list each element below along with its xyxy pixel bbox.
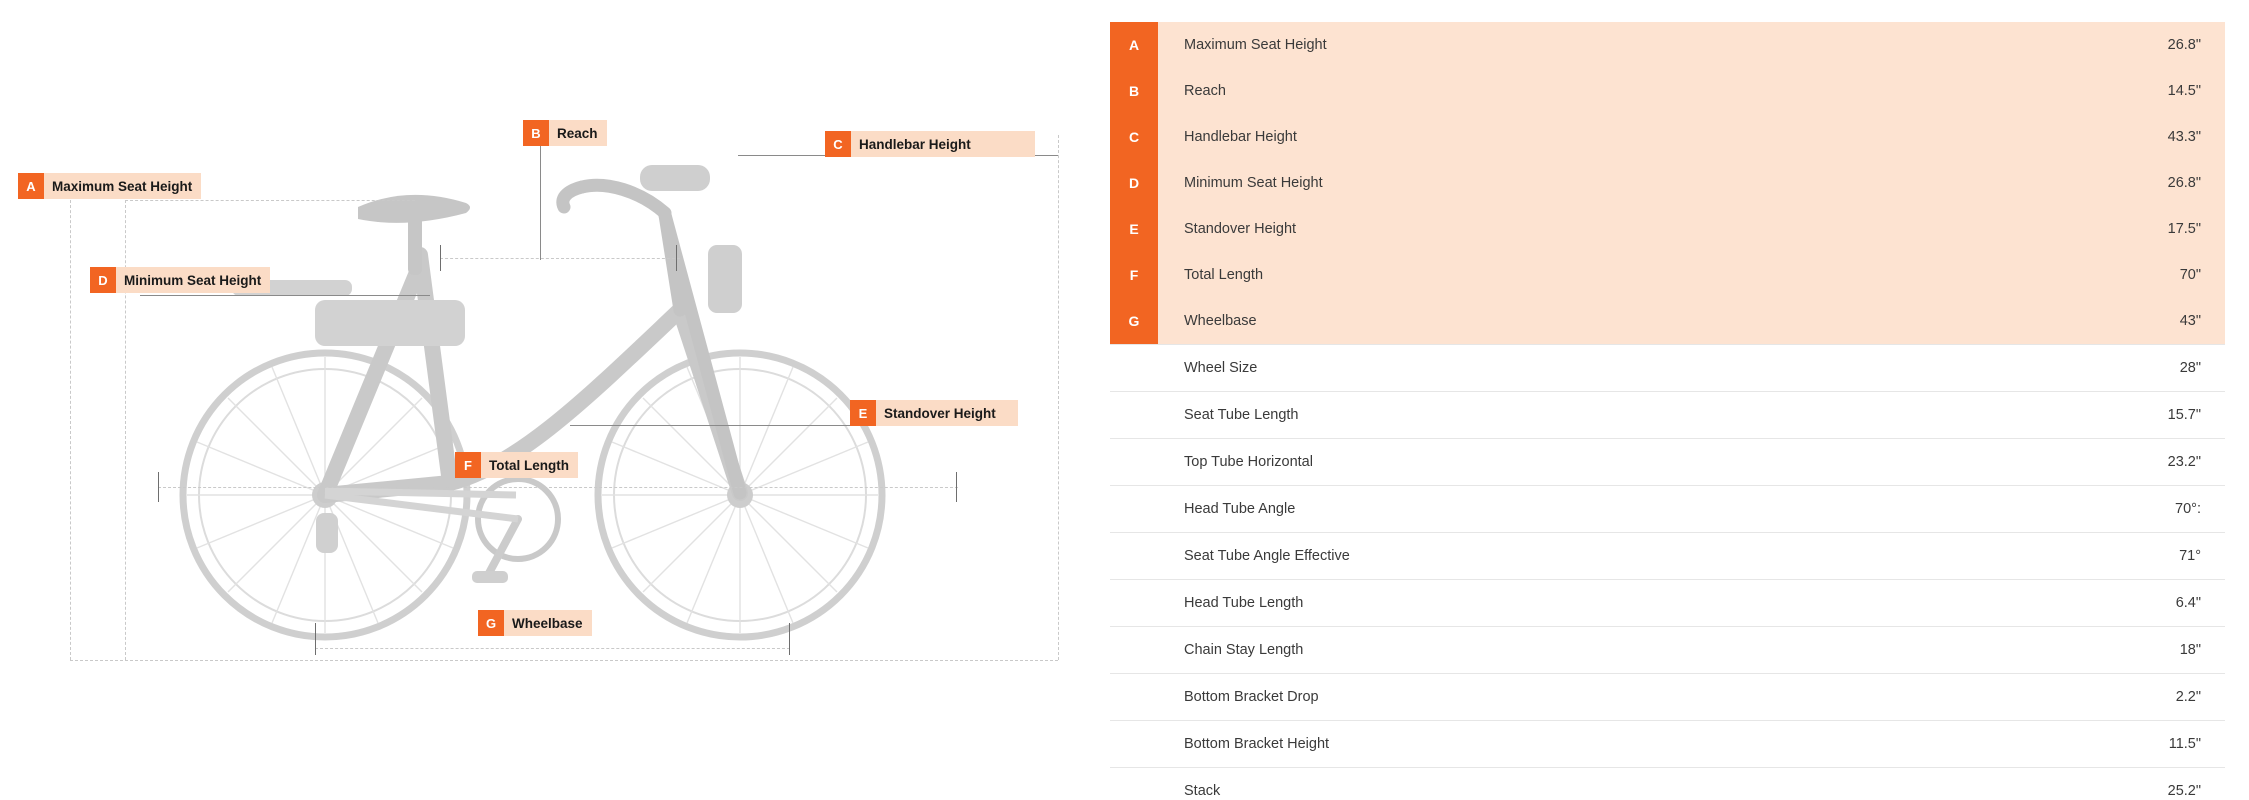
- table-row: [1110, 533, 2225, 580]
- row-value: 11.5": [1692, 721, 2226, 768]
- row-badge-none: [1110, 392, 1158, 438]
- row-key-cell: [1110, 392, 1158, 439]
- diagram-stage: [0, 0, 1110, 720]
- row-value: 14.5": [2167, 83, 2201, 99]
- dimension-line-max-seat-height: [125, 200, 415, 201]
- callout-b-reach: [523, 120, 607, 146]
- callout-badge-b: B: [523, 120, 549, 146]
- dimension-line-min-seat-height: [140, 295, 430, 296]
- row-name: Handlebar Height: [1184, 129, 1297, 145]
- table-row: [1110, 22, 2225, 68]
- callout-c-handlebar-height: [825, 131, 1035, 157]
- row-badge-g: G: [1110, 298, 1158, 344]
- callout-label-a: Maximum Seat Height: [44, 173, 201, 199]
- row-key-cell: [1110, 674, 1158, 721]
- row-badge-none: [1110, 345, 1158, 391]
- row-value: 6.4": [1692, 580, 2226, 627]
- callout-c-filler: [971, 131, 1035, 157]
- dimension-line-total-length: [158, 487, 958, 488]
- reach-tick-left: [440, 245, 441, 271]
- row-key-cell: [1110, 345, 1158, 392]
- row-badge-none: [1110, 580, 1158, 626]
- row-key-cell: [1110, 439, 1158, 486]
- row-badge-c: C: [1110, 114, 1158, 160]
- callout-e-filler: [996, 400, 1018, 426]
- row-key-cell: [1110, 533, 1158, 580]
- row-name: Wheel Size: [1158, 345, 1692, 392]
- row-value: 70": [2179, 267, 2201, 283]
- row-value: 25.2": [1692, 768, 2226, 800]
- dimension-line-total-length-right: [1058, 135, 1059, 660]
- row-value: 26.8": [2167, 37, 2201, 53]
- row-value: 2.2": [1692, 674, 2226, 721]
- row-name: Wheelbase: [1184, 313, 1257, 329]
- row-key-cell: [1110, 160, 1158, 206]
- table-row: [1110, 721, 2225, 768]
- callout-e-standover-height: [850, 400, 1018, 426]
- row-badge-none: [1110, 439, 1158, 485]
- row-name: Reach: [1184, 83, 1226, 99]
- row-name: Total Length: [1184, 267, 1264, 283]
- geometry-spec-table: [1110, 22, 2225, 800]
- row-key-cell: [1110, 252, 1158, 298]
- dimension-line-total-length-left: [70, 195, 71, 660]
- row-name: Head Tube Length: [1158, 580, 1692, 627]
- row-key-cell: [1110, 206, 1158, 252]
- row-value: 17.5": [2167, 221, 2201, 237]
- row-key-cell: [1110, 721, 1158, 768]
- table-row: [1110, 114, 2225, 160]
- geometry-spec-table-panel: [1110, 0, 2249, 800]
- row-name: Chain Stay Length: [1158, 627, 1692, 674]
- row-key-cell: [1110, 68, 1158, 114]
- row-key-cell: [1110, 114, 1158, 160]
- table-row: [1110, 439, 2225, 486]
- callout-badge-d: D: [90, 267, 116, 293]
- total-length-tick-right: [956, 472, 957, 502]
- table-row: [1110, 486, 2225, 533]
- table-row: [1110, 392, 2225, 439]
- row-badge-none: [1110, 486, 1158, 532]
- row-name: Seat Tube Angle Effective: [1158, 533, 1692, 580]
- callout-f-total-length: [455, 452, 578, 478]
- row-key-cell: [1110, 768, 1158, 800]
- callout-label-f: Total Length: [481, 452, 578, 478]
- dimension-line-total-length-bottom: [70, 660, 1058, 661]
- row-key-cell: [1110, 580, 1158, 627]
- table-row: [1110, 206, 2225, 252]
- callout-badge-g: G: [478, 610, 504, 636]
- row-value: 43": [2179, 313, 2201, 329]
- row-value: 15.7": [1692, 392, 2226, 439]
- row-value: 26.8": [2167, 175, 2201, 191]
- row-badge-a: A: [1110, 22, 1158, 68]
- callout-badge-e: E: [850, 400, 876, 426]
- row-name: Standover Height: [1184, 221, 1297, 237]
- dimension-line-standover-height: [570, 425, 860, 426]
- callout-badge-a: A: [18, 173, 44, 199]
- callout-badge-f: F: [455, 452, 481, 478]
- row-badge-none: [1110, 627, 1158, 673]
- table-row: [1110, 252, 2225, 298]
- row-name: Head Tube Angle: [1158, 486, 1692, 533]
- callout-label-c: Handlebar Height: [851, 131, 971, 157]
- row-value: 23.2": [1692, 439, 2226, 486]
- reach-tick-right: [676, 245, 677, 271]
- row-name: Top Tube Horizontal: [1158, 439, 1692, 486]
- table-row: [1110, 627, 2225, 674]
- spec-table-body: [1110, 22, 2225, 800]
- row-badge-none: [1110, 721, 1158, 767]
- table-row: [1110, 345, 2225, 392]
- row-key-cell: [1110, 298, 1158, 345]
- row-badge-none: [1110, 533, 1158, 579]
- row-badge-none: [1110, 674, 1158, 720]
- reach-leader-line: [540, 140, 541, 260]
- table-row: [1110, 674, 2225, 721]
- table-row: [1110, 580, 2225, 627]
- callout-label-d: Minimum Seat Height: [116, 267, 270, 293]
- row-name: Seat Tube Length: [1158, 392, 1692, 439]
- row-value: 70°:: [1692, 486, 2226, 533]
- wheelbase-tick-left: [315, 623, 316, 655]
- row-value: 71°: [1692, 533, 2226, 580]
- table-row: [1110, 298, 2225, 345]
- row-name: Bottom Bracket Height: [1158, 721, 1692, 768]
- row-badge-b: B: [1110, 68, 1158, 114]
- row-badge-none: [1110, 768, 1158, 800]
- bike-geometry-diagram: [0, 0, 1110, 800]
- callout-a-maximum-seat-height: [18, 173, 201, 199]
- table-row: [1110, 160, 2225, 206]
- row-key-cell: [1110, 486, 1158, 533]
- dimension-line-reach: [440, 258, 680, 259]
- dimension-line-wheelbase: [315, 648, 790, 649]
- row-name: Bottom Bracket Drop: [1158, 674, 1692, 721]
- callout-label-b: Reach: [549, 120, 607, 146]
- row-name: Maximum Seat Height: [1184, 37, 1327, 53]
- table-row: [1110, 68, 2225, 114]
- bike-silhouette-image: [120, 95, 980, 665]
- row-badge-e: E: [1110, 206, 1158, 252]
- row-value: 28": [1692, 345, 2226, 392]
- row-name: Stack: [1158, 768, 1692, 800]
- row-key-cell: [1110, 22, 1158, 68]
- row-key-cell: [1110, 627, 1158, 674]
- table-row: [1110, 768, 2225, 800]
- total-length-tick-left: [158, 472, 159, 502]
- callout-badge-c: C: [825, 131, 851, 157]
- callout-g-wheelbase: [478, 610, 592, 636]
- wheelbase-tick-right: [789, 623, 790, 655]
- row-badge-f: F: [1110, 252, 1158, 298]
- callout-label-e: Standover Height: [876, 400, 996, 426]
- row-value: 43.3": [2167, 129, 2201, 145]
- callout-label-g: Wheelbase: [504, 610, 592, 636]
- row-badge-d: D: [1110, 160, 1158, 206]
- callout-d-minimum-seat-height: [90, 267, 270, 293]
- row-name: Minimum Seat Height: [1184, 175, 1323, 191]
- row-value: 18": [1692, 627, 2226, 674]
